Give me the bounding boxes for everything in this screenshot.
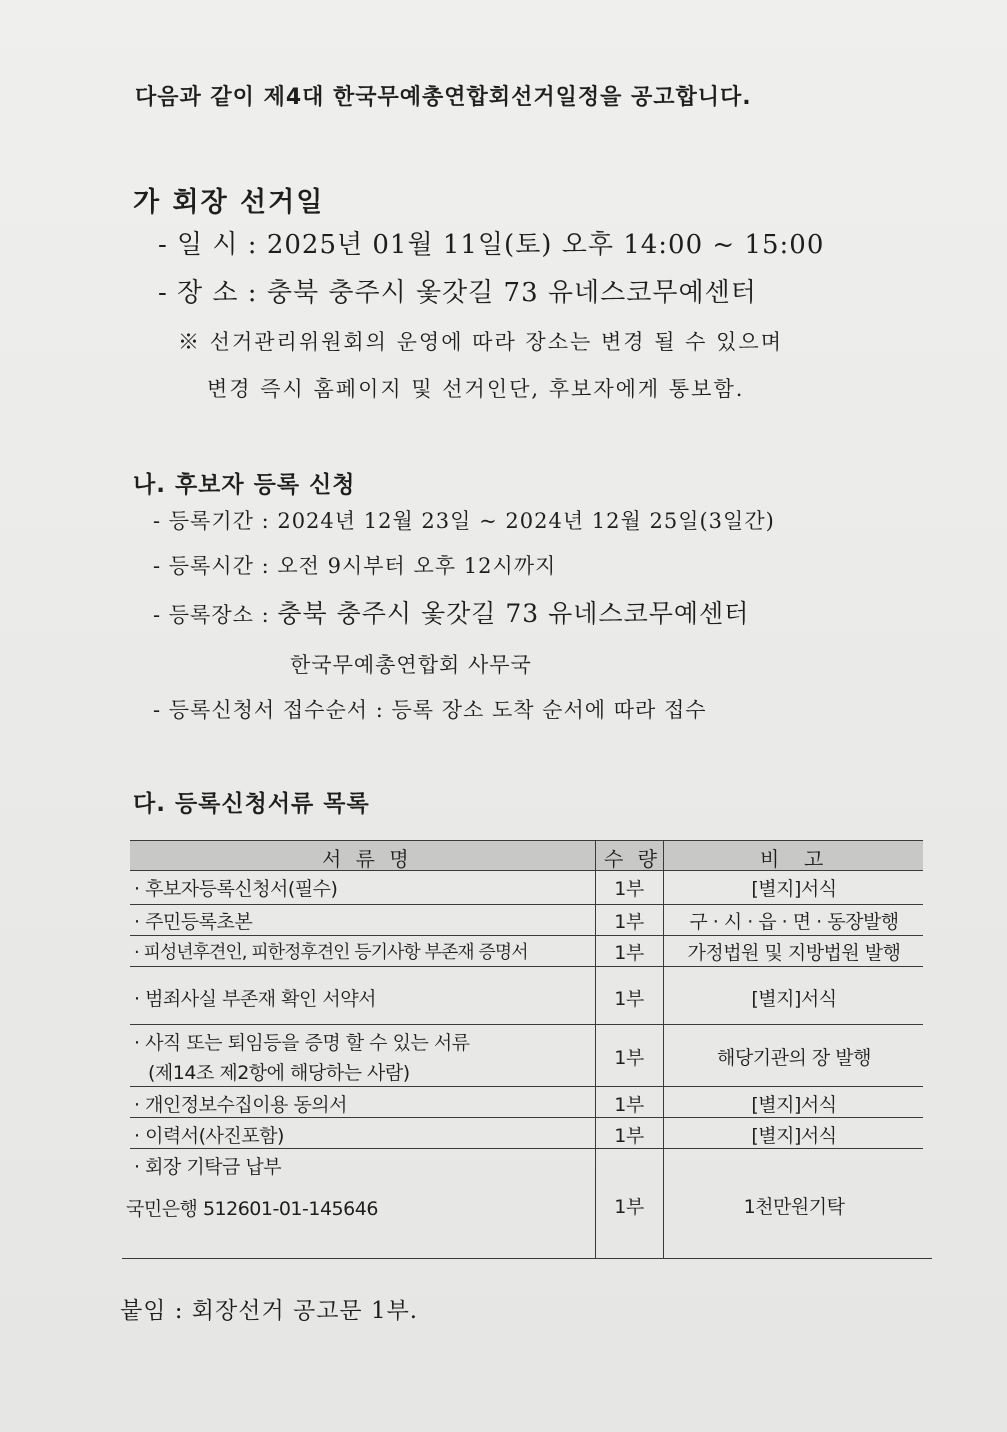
registration-period: - 등록기간 : 2024년 12월 23일 ~ 2024년 12월 25일(3일간): [153, 509, 775, 533]
table-row-name-sub: (제14조 제2항에 해당하는 사람): [148, 1062, 410, 1084]
submission-order: - 등록신청서 접수순서 : 등록 장소 도착 순서에 따라 접수: [153, 698, 707, 722]
table-row-name: · 주민등록초본: [134, 911, 253, 933]
table-row-qty: 1부: [614, 1094, 644, 1116]
table-row-note: 1천만원기탁: [743, 1196, 845, 1218]
section-a-title: 가 회장 선거일: [133, 187, 325, 218]
registration-hours: - 등록시간 : 오전 9시부터 오후 12시까지: [153, 554, 557, 578]
table-row-name: · 범죄사실 부존재 확인 서약서: [134, 988, 376, 1010]
table-row-qty: 1부: [614, 1196, 644, 1218]
header-quantity: 수 량: [604, 847, 661, 871]
table-row-qty: 1부: [614, 911, 644, 933]
registration-place-value: 충북 충주시 옻갓길 73 유네스코무예센터: [277, 599, 750, 628]
table-row-qty: 1부: [614, 1047, 644, 1069]
header-document-name: 서 류 명: [322, 847, 413, 871]
table-row-note: 구 · 시 · 읍 · 면 · 동장발행: [689, 911, 899, 933]
venue-change-note-line2: 변경 즉시 홈페이지 및 선거인단, 후보자에게 통보함.: [207, 377, 745, 401]
registration-place: [153, 594, 749, 630]
registration-office: 한국무예총연합회 사무국: [290, 653, 532, 677]
table-row-name: · 이력서(사진포함): [134, 1125, 284, 1147]
table-row-note: [별지]서식: [751, 1094, 837, 1116]
table-row-name: · 개인정보수집이용 동의서: [134, 1094, 348, 1116]
table-row-note: [별지]서식: [751, 1125, 837, 1147]
table-row-note: 해당기관의 장 발행: [717, 1047, 871, 1069]
intro-text: 다음과 같이 제4대 한국무예총연합회선거일정을 공고합니다.: [135, 85, 752, 110]
venue-change-note-line1: ※ 선거관리위원회의 운영에 따라 장소는 변경 될 수 있으며: [178, 330, 783, 354]
table-row-note: 가정법원 및 지방법원 발행: [687, 942, 901, 964]
election-place: - 장 소 : 충북 충주시 옻갓길 73 유네스코무예센터: [158, 278, 757, 308]
section-b-title: 나. 후보자 등록 신청: [133, 472, 356, 498]
table-row-name: · 회장 기탁금 납부: [134, 1156, 282, 1178]
table-row-name: · 피성년후견인, 피한정후견인 등기사항 부존재 증명서: [134, 942, 528, 963]
registration-place-label: - 등록장소 :: [153, 603, 278, 627]
section-c-title: 다. 등록신청서류 목록: [133, 791, 370, 817]
table-row-note: [별지]서식: [751, 988, 837, 1010]
table-row-name: · 사직 또는 퇴임등을 증명 할 수 있는 서류: [134, 1032, 470, 1054]
table-row-qty: 1부: [614, 878, 644, 900]
table-row-qty: 1부: [614, 988, 644, 1010]
attachment-note: 붙임 : 회장선거 공고문 1부.: [120, 1298, 419, 1324]
election-datetime: - 일 시 : 2025년 01월 11일(토) 오후 14:00 ~ 15:00: [158, 230, 825, 260]
table-row-note: [별지]서식: [751, 878, 837, 900]
table-row-qty: 1부: [614, 1125, 644, 1147]
table-row-name-sub: 국민은행 512601-01-145646: [126, 1198, 378, 1220]
table-row-qty: 1부: [614, 942, 644, 964]
documents-table: [122, 838, 932, 1260]
table-row-name: · 후보자등록신청서(필수): [134, 878, 338, 900]
header-remarks: 비 고: [760, 847, 828, 871]
